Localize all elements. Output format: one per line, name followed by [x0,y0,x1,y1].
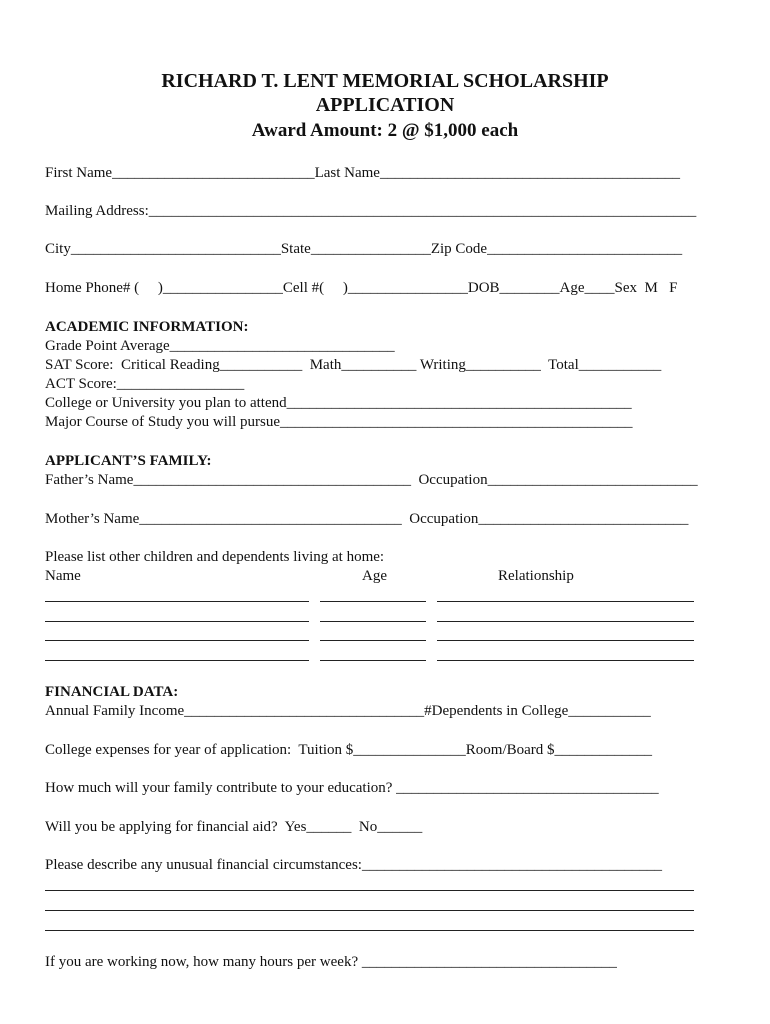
mother-row[interactable]: Mother’s Name___________________________________ Occupation____________________________ [45,511,689,527]
academic-heading: ACADEMIC INFORMATION: [45,319,249,335]
name-field-row[interactable]: First Name___________________________Last Name________________________________________ [45,165,680,181]
work-hours-field[interactable]: If you are working now, how many hours per week? __________________________________ [45,954,617,970]
col-relationship-header: Relationship [498,568,574,584]
phone-dob-row[interactable]: Home Phone# ( )________________Cell #( )________________DOB________Age____Sex M F [45,280,678,296]
major-field[interactable]: Major Course of Study you will pursue_______________________________________________ [45,414,633,430]
father-row[interactable]: Father’s Name_____________________________________ Occupation____________________________ [45,472,698,488]
family-contribution-field[interactable]: How much will your family contribute to your education? ___________________________________ [45,780,659,796]
financial-aid-row[interactable]: Will you be applying for financial aid? Yes______ No______ [45,819,423,835]
mailing-address-field[interactable]: Mailing Address:_________________________________________________________________________ [45,203,697,219]
col-age-header: Age [362,568,387,584]
gpa-field[interactable]: Grade Point Average______________________________ [45,338,395,354]
sat-score-row[interactable]: SAT Score: Critical Reading___________ Math__________ Writing__________ Total___________ [45,357,662,373]
expenses-row[interactable]: College expenses for year of application: Tuition $_______________Room/Board $_____________ [45,742,653,758]
city-state-zip-row[interactable]: City____________________________State________________Zip Code__________________________ [45,241,683,257]
financial-heading: FINANCIAL DATA: [45,684,179,700]
income-row[interactable]: Annual Family Income________________________________#Dependents in College___________ [45,703,651,719]
col-name-header: Name [45,568,81,584]
circumstances-line[interactable] [45,930,694,931]
dependents-prompt: Please list other children and dependents living at home: [45,549,385,565]
circumstances-line[interactable] [45,910,694,911]
form-title-line1: RICHARD T. LENT MEMORIAL SCHOLARSHIP [161,70,609,92]
unusual-circumstances-field[interactable]: Please describe any unusual financial circumstances:________________________________________ [45,857,662,873]
circumstances-line[interactable] [45,890,694,891]
act-score-field[interactable]: ACT Score:_________________ [45,376,245,392]
award-amount: Award Amount: 2 @ $1,000 each [251,120,519,141]
form-title-line2: APPLICATION [315,94,455,116]
family-heading: APPLICANT’S FAMILY: [45,453,212,469]
college-field[interactable]: College or University you plan to attend______________________________________________ [45,395,632,411]
